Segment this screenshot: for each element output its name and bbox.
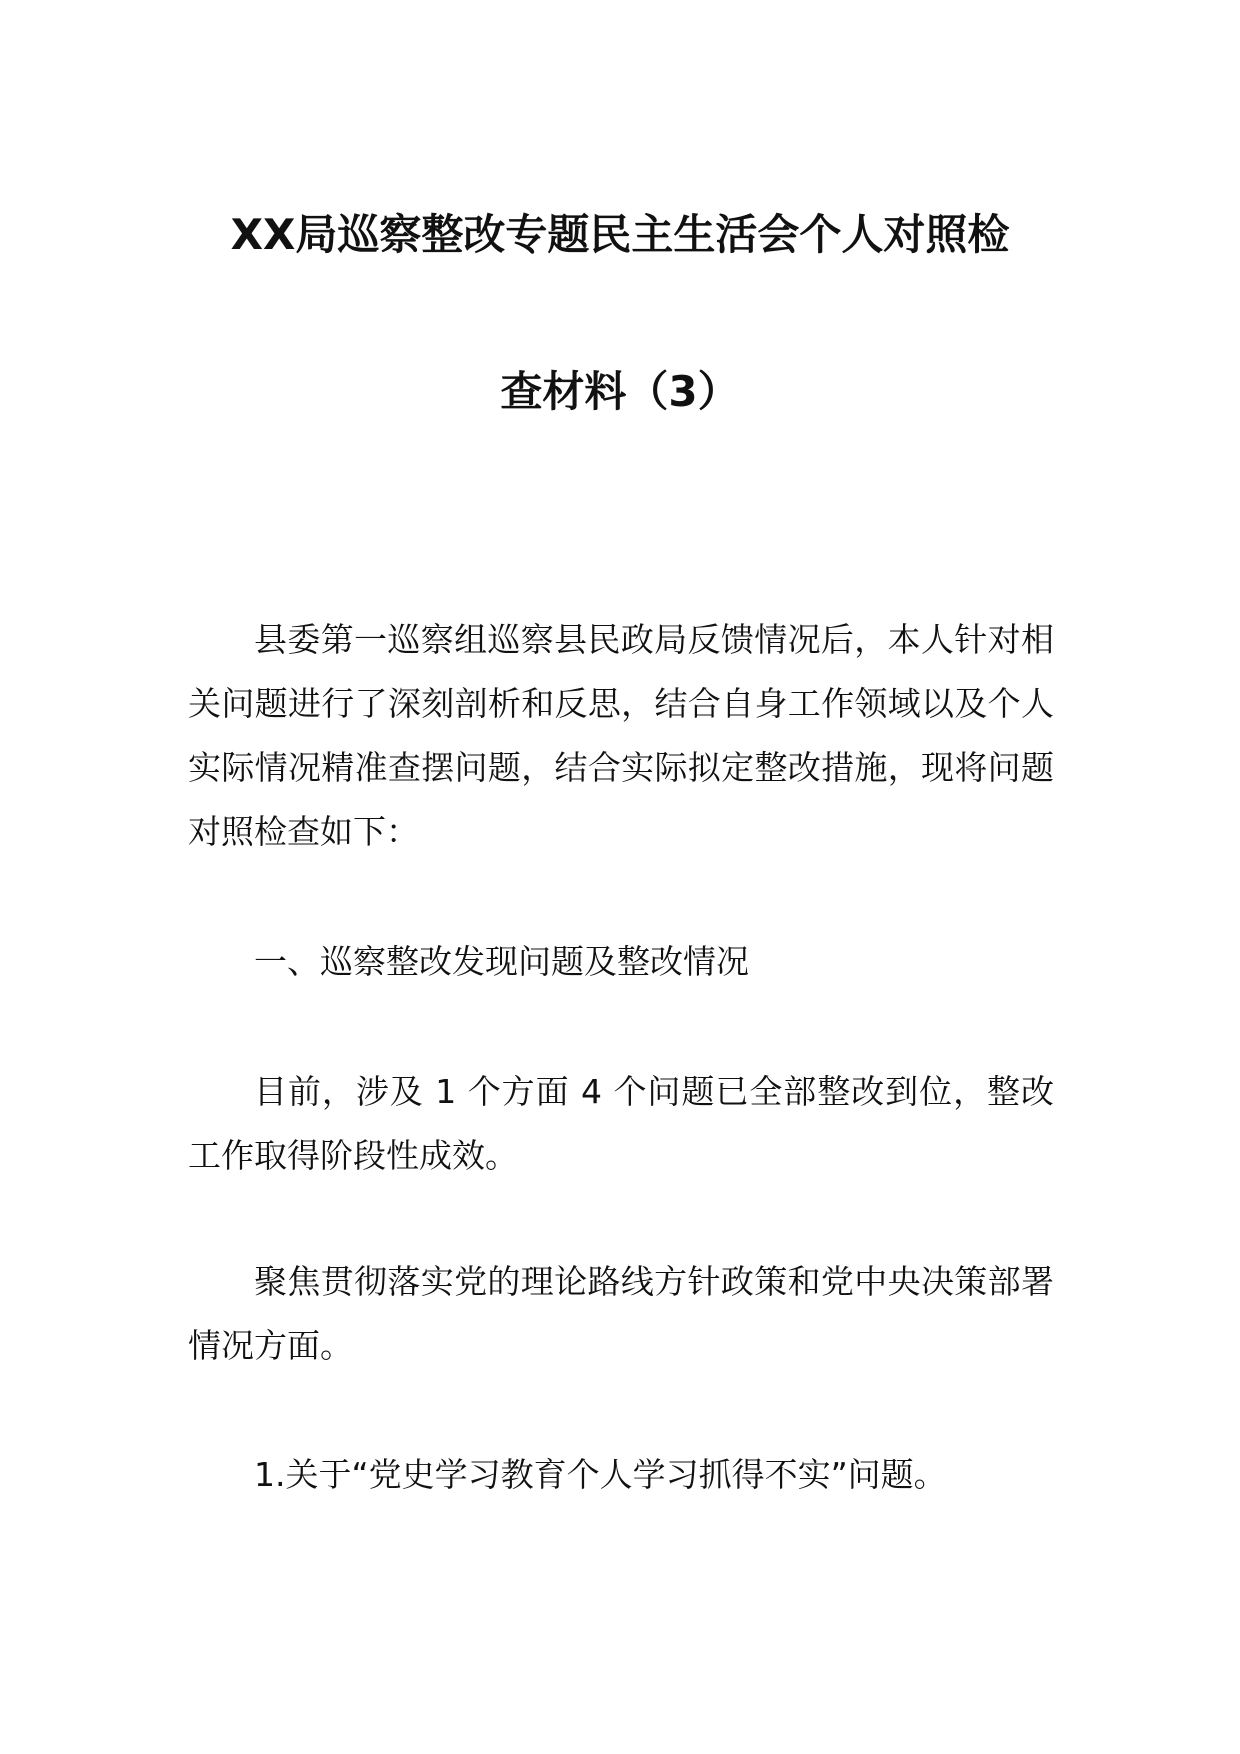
intro-paragraph bbox=[188, 608, 1054, 864]
paragraph-text: 1.关于“党史学习教育个人学习抓得不实”问题。 bbox=[254, 1455, 947, 1494]
paragraph-text: 县委第一巡察组巡察县民政局反馈情况后，本人针对相关问题进行了深刻剖析和反思，结合自身工作领域以及个人实际情况精准查摆问题，结合实际拟定整改措施，现将问题对照检查如下： bbox=[188, 620, 1054, 851]
item-paragraph bbox=[188, 1443, 1054, 1507]
paragraph-text: 聚焦贯彻落实党的理论路线方针政策和党中央决策部署情况方面。 bbox=[188, 1262, 1054, 1365]
paragraph-text: 目前，涉及 1 个方面 4 个问题已全部整改到位，整改工作取得阶段性成效。 bbox=[188, 1072, 1054, 1175]
document-title-line-1: XX局巡察整改专题民主生活会个人对照检 bbox=[230, 210, 1010, 259]
focus-paragraph bbox=[188, 1250, 1054, 1378]
section-heading bbox=[188, 930, 1054, 994]
progress-paragraph bbox=[188, 1060, 1054, 1188]
document-title-line-2: 查材料（3） bbox=[500, 367, 740, 416]
section-heading-text: 一、巡察整改发现问题及整改情况 bbox=[254, 942, 749, 981]
